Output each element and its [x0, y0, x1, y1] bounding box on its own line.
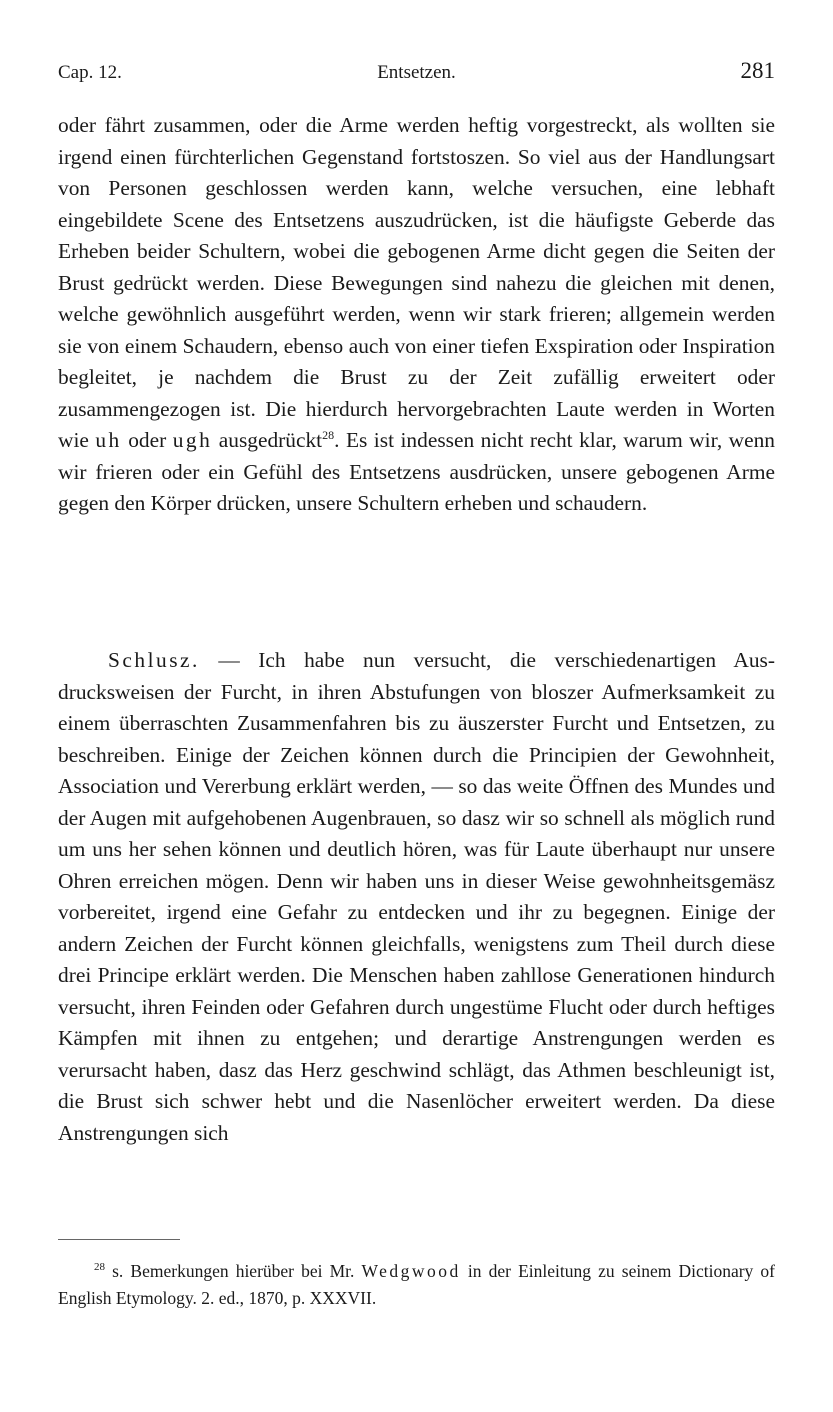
footnote-reference: 28 [322, 427, 335, 442]
running-header [58, 58, 775, 90]
footnote-text-b: in der Einleitung zu seinem Dictionary of English Etymology. 2. ed., 1870, p. XXXVII. [58, 1261, 775, 1308]
spaced-word-ugh: ugh [172, 428, 213, 452]
paragraph-1-text-d: . Es ist indessen nicht recht klar, warum wir, wenn wir frieren oder ein Gefühl des Entsetzens ausdrücken, unsere gebogenen Arme gegen den Körper drücken, unsere Schultern erheben und schaudern. [58, 428, 775, 515]
spaced-word-uh: uh [95, 428, 122, 452]
running-title: Entsetzen. [377, 62, 456, 83]
footnote-divider [58, 1239, 180, 1240]
paragraph-1-text-a: oder fährt zusammen, oder die Arme werden heftig vorgestreckt, als wollten sie irgend einen fürchterlichen Gegenstand fortstoszen. So viel aus der Handlungsart von Personen geschlossen werden kann, welche versuchen, eine lebhaft eingebildete Scene des Entsetzens auszudrücken, ist die häufigste Geberde das Erheben beider Schultern, wobei die gebogenen Arme dicht gegen die Seiten der Brust gedrückt werden. Diese Bewegungen sind nahezu die gleichen mit denen, welche gewöhnlich ausgeführt werden, wenn wir stark frieren; allgemein werden sie von einem Schaudern, ebenso auch von einer tiefen Exspiration oder Inspiration begleitet, je nachdem die Brust zu der Zeit zufällig erweitert oder zusammengezogen ist. Die hierdurch hervorgebrachten Laute werden in Worten wie [58, 113, 775, 452]
page-number: 281 [740, 58, 775, 83]
paragraph-2-text: — Ich habe nun versucht, die verschiedenartigen Ausdrucksweisen der Furcht, in ihren Abstufungen von bloszer Aufmerksamkeit zu einem überraschten Zusammenfahren bis zu äuszerster Furcht und Entsetzen, zu beschreiben. Einige der Zeichen können durch die Principien der Gewohnheit, Association und Vererbung erklärt werden, — so das weite Öffnen des Mundes und der Augen mit aufgehobenen Augenbrauen, so dasz wir so schnell als möglich rund um uns her sehen können und deutlich hören, was für Laute überhaupt nur unsere Ohren erreichen mögen. Denn wir haben uns in dieser Weise gewohnheitsgemäsz vorbereitet, irgend eine Gefahr zu entdecken und ihr zu begegnen. Einige der andern Zeichen der Furcht können gleichfalls, wenigstens zum Theil durch diese drei Principe erklärt werden. Die Menschen haben zahllose Generationen hindurch versucht, ihren Feinden oder Gefahren durch ungestüme Flucht oder durch heftiges Kämpfen mit ihnen zu entgehen; und derartige Anstrengungen werden es verursacht haben, dasz das Herz geschwind schlägt, das Athmen beschleunigt ist, die Brust sich schwer hebt und die Nasenlöcher erweitert werden. Da diese Anstrengungen sich [58, 648, 775, 1145]
paragraph-1-text-b: oder [121, 428, 173, 452]
body-paragraph-1 [58, 110, 775, 520]
footnote-text-a: s. Bemerkungen hierüber bei Mr. [105, 1261, 362, 1281]
chapter-label: Cap. 12. [58, 62, 122, 83]
footnote-author-name: Wedgwood [361, 1261, 461, 1281]
paragraph-1-text-c: ausgedrückt [212, 428, 323, 452]
section-lead-word: Schlusz. [108, 648, 200, 672]
footnote-mark: 28 [94, 1261, 105, 1274]
body-paragraph-2 [58, 645, 775, 1149]
footnote [58, 1258, 775, 1312]
